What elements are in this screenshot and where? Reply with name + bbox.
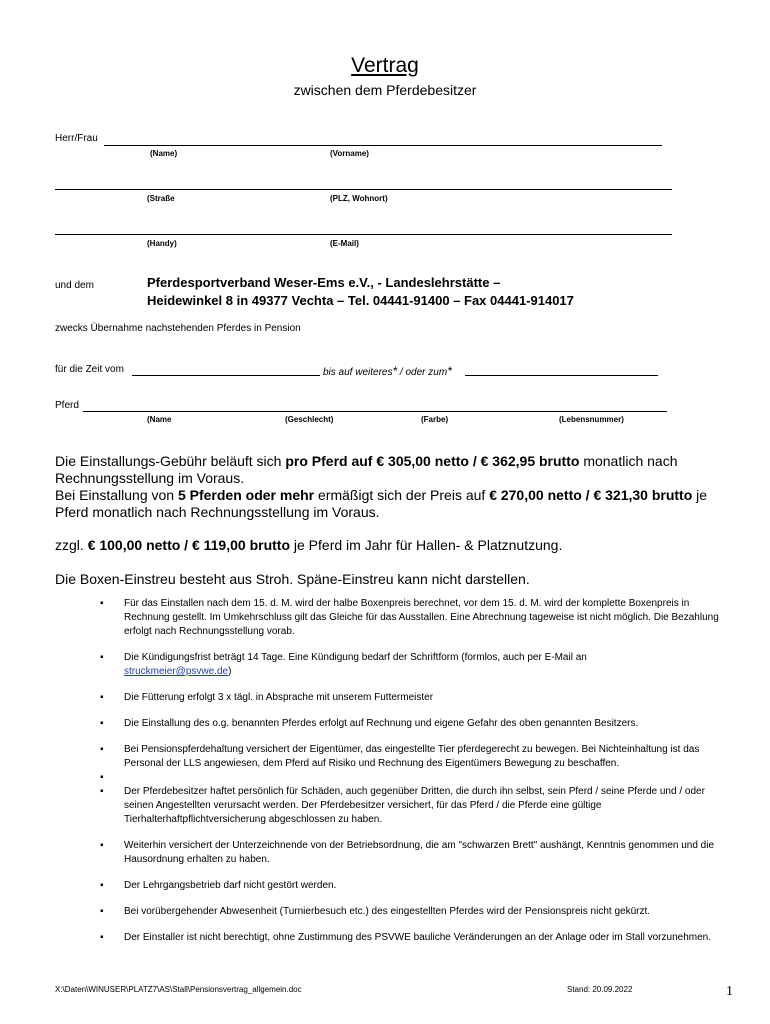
owner-label: Herr/Frau xyxy=(55,133,98,144)
list-item: ▪ Die Fütterung erfolgt 3 x tägl. in Absprache mit unserem Futtermeister xyxy=(100,692,434,703)
list-item: ▪ Der Pferdebesitzer haftet persönlich für Schäden, auch gegenüber Dritten, die durch ihn selbst, sein Pferd / seine Pferde und / oder seinen Angestellten verursacht werden. Der Pferdebesitzer versichert, für das Pferd / die Pferde eine gültige Tierhalterhaftpflichtversicherung abgeschlossen zu haben. xyxy=(100,786,705,825)
bullet-icon: ▪ xyxy=(100,840,104,851)
footer-file-path: X:\Daten\WINUSER\PLATZ7\AS\Stall\Pensionsvertrag_allgemein.doc xyxy=(55,985,302,994)
horse-label: Pferd xyxy=(55,400,79,411)
horse-name-caption: (Name xyxy=(147,415,172,424)
owner-name-line[interactable] xyxy=(104,145,662,146)
list-item: ▪ Bei vorübergehender Abwesenheit (Turnierbesuch etc.) des eingestellten Pferdes wird der Pensionspreis nicht gekürzt. xyxy=(100,906,651,917)
bullet-icon: ▪ xyxy=(100,932,104,943)
owner-plz-caption: (PLZ, Wohnort) xyxy=(330,194,388,203)
owner-vorname-caption: (Vorname) xyxy=(330,149,369,158)
horse-line[interactable] xyxy=(83,411,667,412)
bullet-icon: ▪ xyxy=(100,652,104,663)
list-item: ▪ Bei Pensionspferdehaltung versichert der Eigentümer, das eingestellte Tier pferdegerecht zu bewegen. Bei Nichteinhaltung ist das Personal der LLS angewiesen, dem Pferd auf Risiko und Rechnung des Eigentümers Bewegung zu beschaffen. xyxy=(100,744,700,769)
period-end-line[interactable] xyxy=(465,375,658,376)
association-line2: Heidewinkel 8 in 49377 Vechta – Tel. 04441-91400 – Fax 04441-914017 xyxy=(147,293,574,308)
owner-street-caption: (Straße xyxy=(147,194,175,203)
und-dem-label: und dem xyxy=(55,280,94,291)
bullet-icon: ▪ xyxy=(100,692,104,703)
bedding-paragraph: Die Boxen-Einstreu besteht aus Stroh. Späne-Einstreu kann nicht darstellen. xyxy=(55,571,530,587)
horse-color-caption: (Farbe) xyxy=(421,415,449,424)
surcharge-paragraph: zzgl. € 100,00 netto / € 119,00 brutto je Pferd im Jahr für Hallen- & Platznutzung. xyxy=(55,537,563,553)
bullet-icon: ▪ xyxy=(100,906,104,917)
horse-number-caption: (Lebensnummer) xyxy=(559,415,624,424)
period-start-line[interactable] xyxy=(132,375,320,376)
owner-name-caption: (Name) xyxy=(150,149,178,158)
owner-email-caption: (E-Mail) xyxy=(330,239,359,248)
fee-paragraph: Die Einstallungs-Gebühr beläuft sich pro Pferd auf € 305,00 netto / € 362,95 brutto monatlich nach Rechnungsstellung im Voraus. Bei Einstallung von 5 Pferden oder mehr ermäßigt sich der Preis auf € 270,00 netto / € 321,30 brutto je Pferd monatlich nach Rechnungsstellung im Voraus. xyxy=(55,453,708,520)
list-item: ▪ Weiterhin versichert der Unterzeichnende von der Betriebsordnung, die am "schwarzen Brett" aushängt, Kenntnis genommen und die Hausordnung erhalten zu haben. xyxy=(100,840,715,865)
list-item: ▪ Die Einstallung des o.g. benannten Pferdes erfolgt auf Rechnung und eigene Gefahr des oben genannten Besitzers. xyxy=(100,718,639,729)
bullet-icon: ▪ xyxy=(100,880,104,891)
page-number: 1 xyxy=(726,984,733,999)
footer-date: Stand: 20.09.2022 xyxy=(567,985,633,994)
list-item: ▪ Der Einstaller ist nicht berechtigt, ohne Zustimmung des PSVWE bauliche Veränderungen an der Anlage oder im Stall vorzunehmen. xyxy=(100,932,711,943)
period-bis-text: bis auf weiteres* / oder zum* xyxy=(323,364,452,378)
list-item-empty xyxy=(100,771,730,785)
horse-sex-caption: (Geschlecht) xyxy=(285,415,334,424)
owner-address-line[interactable] xyxy=(55,189,672,190)
list-item: ▪ Der Lehrgangsbetrieb darf nicht gestört werden. xyxy=(100,880,337,891)
period-label: für die Zeit vom xyxy=(55,364,124,375)
document-subtitle: zwischen dem Pferdebesitzer xyxy=(293,82,477,98)
bullet-icon: ▪ xyxy=(100,598,104,609)
purpose-text: zwecks Übernahme nachstehenden Pferdes in Pension xyxy=(55,323,301,334)
owner-handy-caption: (Handy) xyxy=(147,239,177,248)
bullet-icon: ▪ xyxy=(100,772,104,783)
list-item: ▪ Die Kündigungsfrist beträgt 14 Tage. Eine Kündigung bedarf der Schriftform (formlos, auch per E-Mail an struckmeier@psvwe.de) xyxy=(100,652,587,677)
list-item: ▪ Für das Einstallen nach dem 15. d. M. wird der halbe Boxenpreis berechnet, vor dem 15. d. M. wird der komplette Boxenpreis in Rechnung gestellt. Im Umkehrschluss gilt das Gleiche für das Ausstallen. Eine Abrechnung tageweise ist nicht möglich. Die Bezahlung erfolgt nach Rechnungsstellung vorab. xyxy=(100,598,719,637)
bullet-icon: ▪ xyxy=(100,744,104,755)
bullet-icon: ▪ xyxy=(100,786,104,797)
owner-contact-line[interactable] xyxy=(55,234,672,235)
email-link[interactable]: struckmeier@psvwe.de xyxy=(124,666,229,677)
document-title: Vertrag xyxy=(351,54,419,77)
terms-list xyxy=(100,597,730,957)
bullet-icon: ▪ xyxy=(100,718,104,729)
association-line1: Pferdesportverband Weser-Ems e.V., - Landeslehrstätte – xyxy=(147,275,501,290)
